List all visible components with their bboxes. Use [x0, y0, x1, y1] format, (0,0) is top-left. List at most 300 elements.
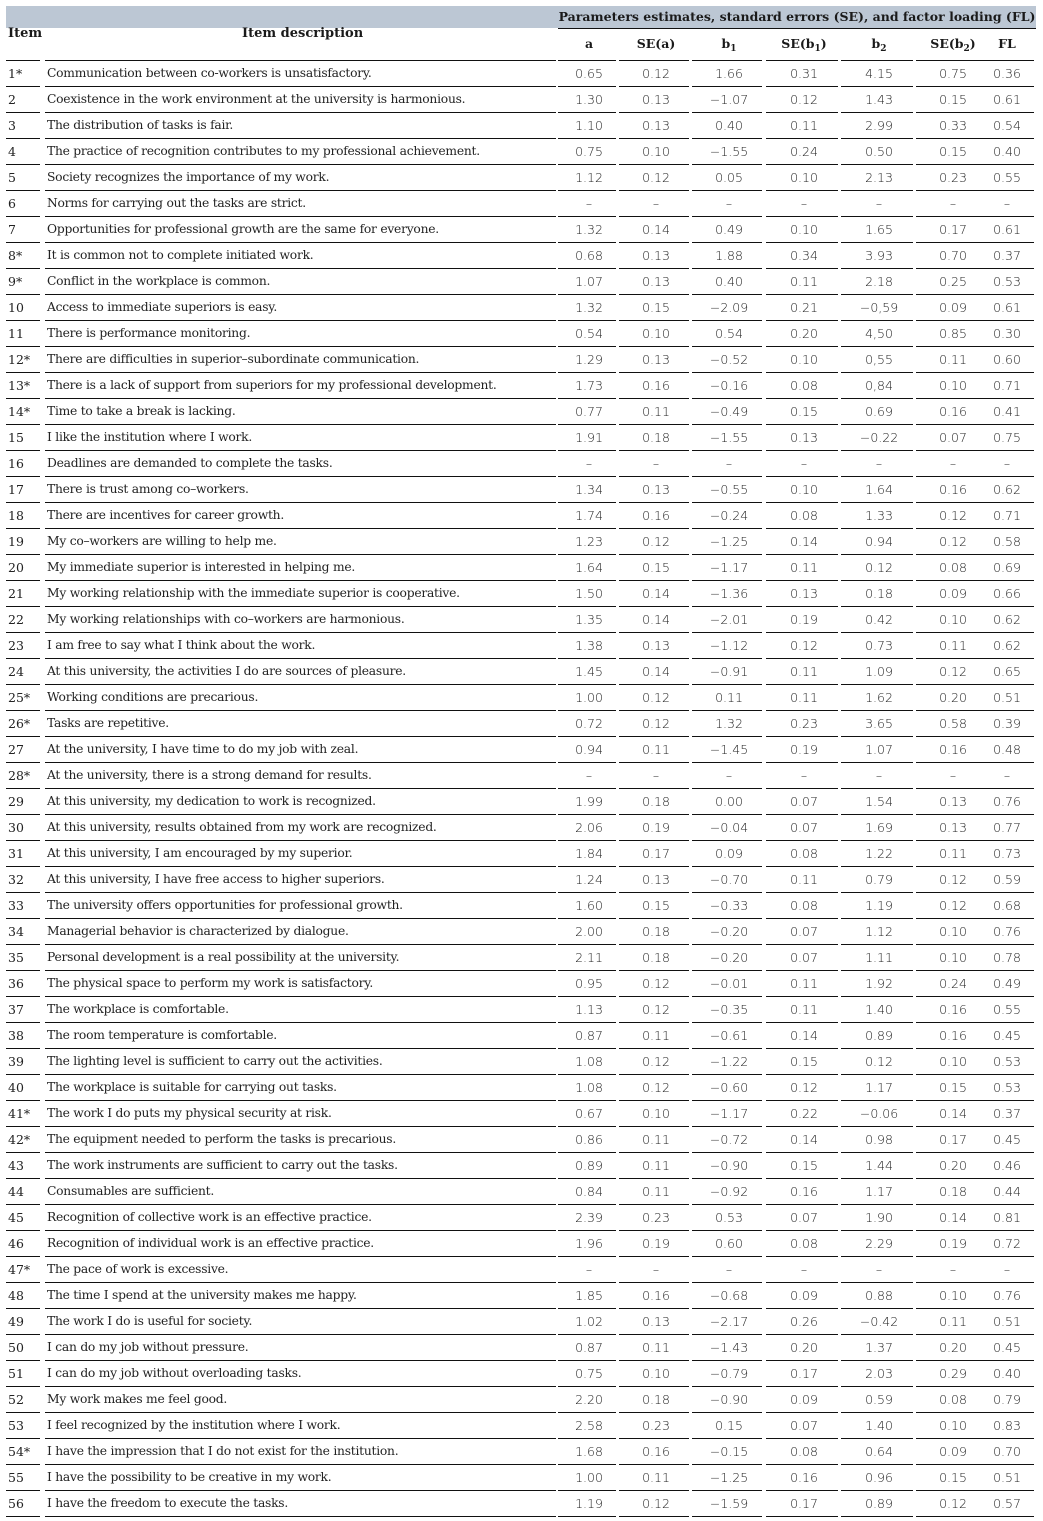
parameter-value: 1.60 — [575, 898, 603, 913]
parameter-value: 1.34 — [575, 482, 603, 497]
parameter-value: 0.13 — [939, 794, 967, 809]
item-description: At the university, there is a strong demand for results. — [47, 768, 372, 782]
table-row — [0, 1231, 1043, 1257]
parameter-value: 0.08 — [790, 1236, 818, 1251]
parameter-value: 2.06 — [575, 820, 603, 835]
parameter-value: – — [1003, 768, 1011, 783]
parameter-value: 0.11 — [642, 404, 670, 419]
parameter-value: −2.09 — [709, 300, 749, 315]
parameter-value: 0.11 — [939, 1314, 967, 1329]
item-number: 42* — [8, 1132, 31, 1147]
table-row — [0, 399, 1043, 425]
parameter-value: 1.09 — [865, 664, 893, 679]
parameter-value: 0.53 — [993, 1054, 1021, 1069]
parameter-value: 0.12 — [642, 1496, 670, 1511]
parameter-value: 0.11 — [790, 690, 818, 705]
parameter-value: 2.58 — [575, 1418, 603, 1433]
parameter-value: – — [800, 1262, 808, 1277]
item-description: I have the possibility to be creative in my work. — [47, 1470, 332, 1484]
parameter-value: 0.40 — [993, 1366, 1021, 1381]
parameter-value: 0.07 — [790, 950, 818, 965]
item-number: 7 — [8, 222, 16, 237]
item-number: 24 — [8, 664, 24, 679]
item-number: 5 — [8, 170, 16, 185]
table-row — [0, 1413, 1043, 1439]
item-description: At this university, the activities I do are sources of pleasure. — [47, 664, 406, 678]
item-number: 39 — [8, 1054, 24, 1069]
parameter-value: 0.53 — [993, 1080, 1021, 1095]
item-number: 19 — [8, 534, 24, 549]
parameter-value: 0.61 — [993, 300, 1021, 315]
parameter-value: 0.09 — [790, 1392, 818, 1407]
parameter-value: 0.08 — [939, 1392, 967, 1407]
parameter-value: 1.07 — [575, 274, 603, 289]
parameter-value: 0.23 — [642, 1210, 670, 1225]
item-number: 55 — [8, 1470, 24, 1485]
parameter-value: – — [949, 456, 957, 471]
parameter-value: 0.89 — [865, 1496, 893, 1511]
group-header: Parameters estimates, standard errors (SE), and factor loading (FL) — [558, 9, 1036, 24]
item-description: I can do my job without overloading tasks. — [47, 1366, 302, 1380]
parameter-value: 0.10 — [939, 1418, 967, 1433]
parameter-value: 0.11 — [790, 1002, 818, 1017]
item-description: Access to immediate superiors is easy. — [47, 300, 277, 314]
item-description: The lighting level is sufficient to carry out the activities. — [47, 1054, 383, 1068]
item-number: 30 — [8, 820, 24, 835]
parameter-value: 0.62 — [993, 612, 1021, 627]
parameter-value: 0.55 — [993, 1002, 1021, 1017]
parameter-value: 0.16 — [790, 1184, 818, 1199]
parameter-value: 4,50 — [865, 326, 893, 341]
parameter-value: −0.20 — [709, 950, 749, 965]
item-number: 6 — [8, 196, 16, 211]
parameter-value: 0.10 — [790, 482, 818, 497]
table-row — [0, 815, 1043, 841]
parameter-value: 0.10 — [642, 1366, 670, 1381]
parameter-value: 0.54 — [575, 326, 603, 341]
parameter-value: 0.18 — [642, 1392, 670, 1407]
parameter-value: 0.16 — [642, 378, 670, 393]
parameter-value: 0.07 — [790, 794, 818, 809]
parameter-value: −1.17 — [709, 560, 749, 575]
table-row — [0, 1283, 1043, 1309]
parameter-value: −0.01 — [709, 976, 749, 991]
parameter-value: 0.11 — [939, 846, 967, 861]
parameter-value: 0.18 — [642, 430, 670, 445]
parameter-value: 0.73 — [865, 638, 893, 653]
parameter-value: 0.12 — [939, 508, 967, 523]
table-row — [0, 789, 1043, 815]
parameter-value: 0.15 — [939, 144, 967, 159]
parameter-value: 0.73 — [993, 846, 1021, 861]
item-description: The workplace is suitable for carrying out tasks. — [47, 1080, 337, 1094]
parameter-value: 0.17 — [939, 222, 967, 237]
parameter-value: 0.13 — [642, 92, 670, 107]
parameter-value: −1.55 — [709, 144, 749, 159]
item-description: My working relationships with co–workers are harmonious. — [47, 612, 405, 626]
parameter-value: 1.64 — [575, 560, 603, 575]
table-row — [0, 243, 1043, 269]
parameter-value: 0.12 — [865, 1054, 893, 1069]
table-row — [0, 1023, 1043, 1049]
parameter-value: 0.23 — [939, 170, 967, 185]
parameter-value: 0.67 — [575, 1106, 603, 1121]
table-row — [0, 451, 1043, 477]
table-row — [0, 217, 1043, 243]
parameter-value: 1.91 — [575, 430, 603, 445]
parameter-value: 0.17 — [642, 846, 670, 861]
parameter-value: 1.00 — [575, 690, 603, 705]
parameter-value: 0.46 — [993, 1158, 1021, 1173]
parameter-value: 0.15 — [939, 92, 967, 107]
parameter-value: 0.11 — [790, 664, 818, 679]
parameter-value: 0.72 — [575, 716, 603, 731]
parameter-value: 0.29 — [939, 1366, 967, 1381]
item-description: I have the impression that I do not exist for the institution. — [47, 1444, 399, 1458]
parameter-value: 0.88 — [865, 1288, 893, 1303]
parameter-value: −0.16 — [709, 378, 749, 393]
parameter-value: 0.84 — [575, 1184, 603, 1199]
parameter-value: 0.69 — [865, 404, 893, 419]
parameter-value: 0.12 — [790, 92, 818, 107]
parameter-value: 0.16 — [939, 404, 967, 419]
parameter-value: −1.36 — [709, 586, 749, 601]
parameter-value: 1.24 — [575, 872, 603, 887]
parameter-value: 0.62 — [993, 638, 1021, 653]
table-row — [0, 139, 1043, 165]
parameter-value: 2.18 — [865, 274, 893, 289]
parameter-value: 0.11 — [790, 872, 818, 887]
parameter-value: 1.54 — [865, 794, 893, 809]
parameter-value: 1.30 — [575, 92, 603, 107]
row-divider — [6, 1516, 40, 1517]
parameter-value: 0.10 — [642, 326, 670, 341]
item-number: 54* — [8, 1444, 31, 1459]
item-description: The room temperature is comfortable. — [47, 1028, 277, 1042]
parameter-value: 0.12 — [939, 534, 967, 549]
item-description: There is performance monitoring. — [47, 326, 251, 340]
parameter-value: 0.19 — [642, 820, 670, 835]
parameter-value: 1.66 — [715, 66, 743, 81]
item-description: The time I spend at the university makes me happy. — [47, 1288, 357, 1302]
item-number: 48 — [8, 1288, 24, 1303]
parameter-value: 1.85 — [575, 1288, 603, 1303]
parameter-value: 0.26 — [790, 1314, 818, 1329]
parameter-value: −1.55 — [709, 430, 749, 445]
parameter-value: 1.84 — [575, 846, 603, 861]
item-description: I have the freedom to execute the tasks. — [47, 1496, 289, 1510]
parameter-value: −0.60 — [709, 1080, 749, 1095]
table-row — [0, 1101, 1043, 1127]
parameter-value: 0.58 — [993, 534, 1021, 549]
table-row — [0, 581, 1043, 607]
parameter-value: 0.16 — [642, 508, 670, 523]
parameter-value: – — [949, 196, 957, 211]
parameter-value: 1.37 — [865, 1340, 893, 1355]
item-description: My work makes me feel good. — [47, 1392, 228, 1406]
parameter-value: 1.12 — [575, 170, 603, 185]
item-description: I am free to say what I think about the work. — [47, 638, 316, 652]
parameter-value: 0.11 — [642, 1470, 670, 1485]
parameter-value: – — [652, 196, 660, 211]
parameter-value: 1.08 — [575, 1080, 603, 1095]
parameter-value: – — [652, 456, 660, 471]
parameter-value: 0.09 — [715, 846, 743, 861]
item-description: There is a lack of support from superiors for my professional development. — [47, 378, 497, 392]
parameter-value: 0,84 — [865, 378, 893, 393]
item-number: 34 — [8, 924, 24, 939]
parameter-value: 0.16 — [642, 1288, 670, 1303]
column-header-param: $b_1$ — [721, 36, 737, 54]
parameter-value: 0.37 — [993, 1106, 1021, 1121]
parameter-value: 0.14 — [939, 1210, 967, 1225]
parameter-value: 0.31 — [790, 66, 818, 81]
parameter-value: −2.17 — [709, 1314, 749, 1329]
parameter-value: 0.08 — [790, 1444, 818, 1459]
parameter-value: 0.12 — [642, 690, 670, 705]
parameter-value: −1.59 — [709, 1496, 749, 1511]
parameter-value: 0.81 — [993, 1210, 1021, 1225]
table-row — [0, 87, 1043, 113]
parameter-value: – — [800, 456, 808, 471]
parameter-value: 0.87 — [575, 1340, 603, 1355]
item-description: Deadlines are demanded to complete the tasks. — [47, 456, 333, 470]
table-row — [0, 607, 1043, 633]
item-description: There is trust among co–workers. — [47, 482, 249, 496]
parameter-value: 1.12 — [865, 924, 893, 939]
item-description: Society recognizes the importance of my work. — [47, 170, 330, 184]
item-number: 31 — [8, 846, 24, 861]
parameter-value: 0.64 — [865, 1444, 893, 1459]
parameter-value: 0.12 — [939, 872, 967, 887]
row-divider — [45, 1516, 556, 1517]
parameter-value: 0.10 — [939, 1054, 967, 1069]
parameter-value: 2.29 — [865, 1236, 893, 1251]
table-row — [0, 737, 1043, 763]
table-row — [0, 1439, 1043, 1465]
parameter-value: 0.33 — [939, 118, 967, 133]
parameter-value: 0.12 — [939, 664, 967, 679]
item-description: Time to take a break is lacking. — [47, 404, 236, 418]
parameter-value: 0.50 — [865, 144, 893, 159]
parameter-value: – — [652, 1262, 660, 1277]
parameter-value: 1.45 — [575, 664, 603, 679]
parameter-value: – — [949, 768, 957, 783]
table-row — [0, 425, 1043, 451]
parameter-value: 0.07 — [790, 1210, 818, 1225]
parameter-value: – — [875, 456, 883, 471]
parameter-value: −0.22 — [859, 430, 899, 445]
parameter-value: 0.14 — [642, 664, 670, 679]
column-header-param: SE(a) — [636, 36, 676, 51]
header-row-divider — [619, 60, 689, 61]
parameter-value: 1.44 — [865, 1158, 893, 1173]
parameter-value: 0.14 — [790, 1028, 818, 1043]
parameter-value: 0.53 — [993, 274, 1021, 289]
item-number: 32 — [8, 872, 24, 887]
header-row-divider — [841, 60, 913, 61]
item-description: The equipment needed to perform the tasks is precarious. — [47, 1132, 397, 1146]
parameter-value: – — [585, 768, 593, 783]
item-description: The physical space to perform my work is satisfactory. — [47, 976, 373, 990]
parameter-value: – — [800, 196, 808, 211]
parameter-value: −0,59 — [859, 300, 899, 315]
parameter-value: 2.11 — [575, 950, 603, 965]
item-number: 27 — [8, 742, 24, 757]
parameter-value: 0.11 — [642, 742, 670, 757]
parameter-value: 0.61 — [993, 92, 1021, 107]
parameter-value: −1.25 — [709, 534, 749, 549]
parameter-value: 0.13 — [642, 1314, 670, 1329]
parameter-value: 0.07 — [939, 430, 967, 445]
item-number: 29 — [8, 794, 24, 809]
parameter-value: 0.94 — [575, 742, 603, 757]
row-divider — [841, 1516, 913, 1517]
parameter-value: 1.65 — [865, 222, 893, 237]
parameter-value: 0.96 — [865, 1470, 893, 1485]
parameter-value: 0.76 — [993, 1288, 1021, 1303]
parameter-value: 1.73 — [575, 378, 603, 393]
parameter-value: 0.11 — [642, 1028, 670, 1043]
header-row-divider — [558, 60, 616, 61]
parameter-value: 1.90 — [865, 1210, 893, 1225]
parameter-value: 1.96 — [575, 1236, 603, 1251]
item-description: The workplace is comfortable. — [47, 1002, 229, 1016]
parameter-value: 1.64 — [865, 482, 893, 497]
parameter-value: 3.65 — [865, 716, 893, 731]
parameter-value: 1.74 — [575, 508, 603, 523]
parameter-value: 0.65 — [993, 664, 1021, 679]
parameter-value: −0.06 — [859, 1106, 899, 1121]
parameter-value: – — [875, 196, 883, 211]
item-description: The pace of work is excessive. — [47, 1262, 229, 1276]
parameter-value: 0.13 — [642, 274, 670, 289]
parameter-value: 0.71 — [993, 378, 1021, 393]
parameter-value: 1.32 — [575, 222, 603, 237]
table-row — [0, 1075, 1043, 1101]
parameter-value: 0.42 — [865, 612, 893, 627]
parameter-value: 0.09 — [939, 300, 967, 315]
parameter-value: −0.42 — [859, 1314, 899, 1329]
parameter-value: 0.45 — [993, 1028, 1021, 1043]
parameter-value: 0.08 — [790, 898, 818, 913]
parameter-value: 1.88 — [715, 248, 743, 263]
parameter-value: – — [585, 456, 593, 471]
column-header-param: $SE(b_1)$ — [781, 36, 827, 54]
parameter-value: 0.11 — [790, 118, 818, 133]
item-number: 46 — [8, 1236, 24, 1251]
parameter-value: 0.17 — [790, 1366, 818, 1381]
parameter-value: 0.98 — [865, 1132, 893, 1147]
parameter-value: 0.36 — [993, 66, 1021, 81]
parameter-value: 1.33 — [865, 508, 893, 523]
parameter-value: 0.66 — [993, 586, 1021, 601]
item-description: Conflict in the workplace is common. — [47, 274, 271, 288]
parameter-value: 0.57 — [993, 1496, 1021, 1511]
parameter-value: 0.13 — [642, 638, 670, 653]
parameter-value: 0.11 — [790, 274, 818, 289]
parameter-value: −1.45 — [709, 742, 749, 757]
parameter-value: −0.68 — [709, 1288, 749, 1303]
parameter-value: – — [875, 1262, 883, 1277]
table-row — [0, 841, 1043, 867]
item-description: Consumables are sufficient. — [47, 1184, 215, 1198]
parameter-value: 0.45 — [993, 1132, 1021, 1147]
table-row — [0, 503, 1043, 529]
item-number: 2 — [8, 92, 16, 107]
header-row-divider — [766, 60, 838, 61]
parameter-value: 0.94 — [865, 534, 893, 549]
parameter-value: 0.40 — [993, 144, 1021, 159]
parameter-value: 1.68 — [575, 1444, 603, 1459]
parameter-value: 0.79 — [993, 1392, 1021, 1407]
parameter-value: 0.09 — [790, 1288, 818, 1303]
item-description: I feel recognized by the institution where I work. — [47, 1418, 341, 1432]
item-description: Tasks are repetitive. — [47, 716, 169, 730]
parameter-value: 0.07 — [790, 1418, 818, 1433]
table-row — [0, 1257, 1043, 1283]
parameter-value: 0.87 — [575, 1028, 603, 1043]
table-row — [0, 867, 1043, 893]
table-row — [0, 373, 1043, 399]
parameter-value: 0.14 — [642, 222, 670, 237]
parameter-value: 0.13 — [642, 482, 670, 497]
parameter-value: 0.11 — [642, 1184, 670, 1199]
parameter-value: 1.40 — [865, 1002, 893, 1017]
row-divider — [766, 1516, 838, 1517]
parameter-value: 0.13 — [642, 248, 670, 263]
parameter-value: 0.14 — [642, 612, 670, 627]
parameter-value: 0.18 — [642, 924, 670, 939]
parameter-value: −0.04 — [709, 820, 749, 835]
parameter-value: 0.12 — [939, 898, 967, 913]
parameter-value: 0.12 — [642, 1054, 670, 1069]
parameter-value: 0.72 — [993, 1236, 1021, 1251]
parameter-value: 0.70 — [993, 1444, 1021, 1459]
parameter-value: 0.15 — [939, 1080, 967, 1095]
parameter-value: 0.24 — [939, 976, 967, 991]
parameter-value: 0.75 — [939, 66, 967, 81]
parameter-value: 0.83 — [993, 1418, 1021, 1433]
table-row — [0, 633, 1043, 659]
parameter-value: 1.19 — [865, 898, 893, 913]
parameter-value: 2.39 — [575, 1210, 603, 1225]
parameter-value: 0.11 — [715, 690, 743, 705]
table-row — [0, 1127, 1043, 1153]
parameter-value: −0.90 — [709, 1392, 749, 1407]
parameter-value: 0.15 — [790, 404, 818, 419]
table-row — [0, 1049, 1043, 1075]
table-row — [0, 295, 1043, 321]
column-header-item: Item — [8, 26, 43, 41]
parameter-value: 0.20 — [790, 1340, 818, 1355]
parameter-value: 0.40 — [715, 274, 743, 289]
parameter-value: 0.69 — [993, 560, 1021, 575]
item-number: 3 — [8, 118, 16, 133]
header-row-divider — [976, 60, 1034, 61]
item-number: 18 — [8, 508, 24, 523]
item-description: Personal development is a real possibility at the university. — [47, 950, 400, 964]
item-description: The work I do puts my physical security at risk. — [47, 1106, 332, 1120]
parameter-value: 0.12 — [642, 534, 670, 549]
item-number: 11 — [8, 326, 24, 341]
item-number: 53 — [8, 1418, 24, 1433]
parameter-value: – — [949, 1262, 957, 1277]
parameter-value: 0.10 — [790, 352, 818, 367]
parameter-value: −0.20 — [709, 924, 749, 939]
parameter-value: 0.95 — [575, 976, 603, 991]
parameter-value: −0.91 — [709, 664, 749, 679]
